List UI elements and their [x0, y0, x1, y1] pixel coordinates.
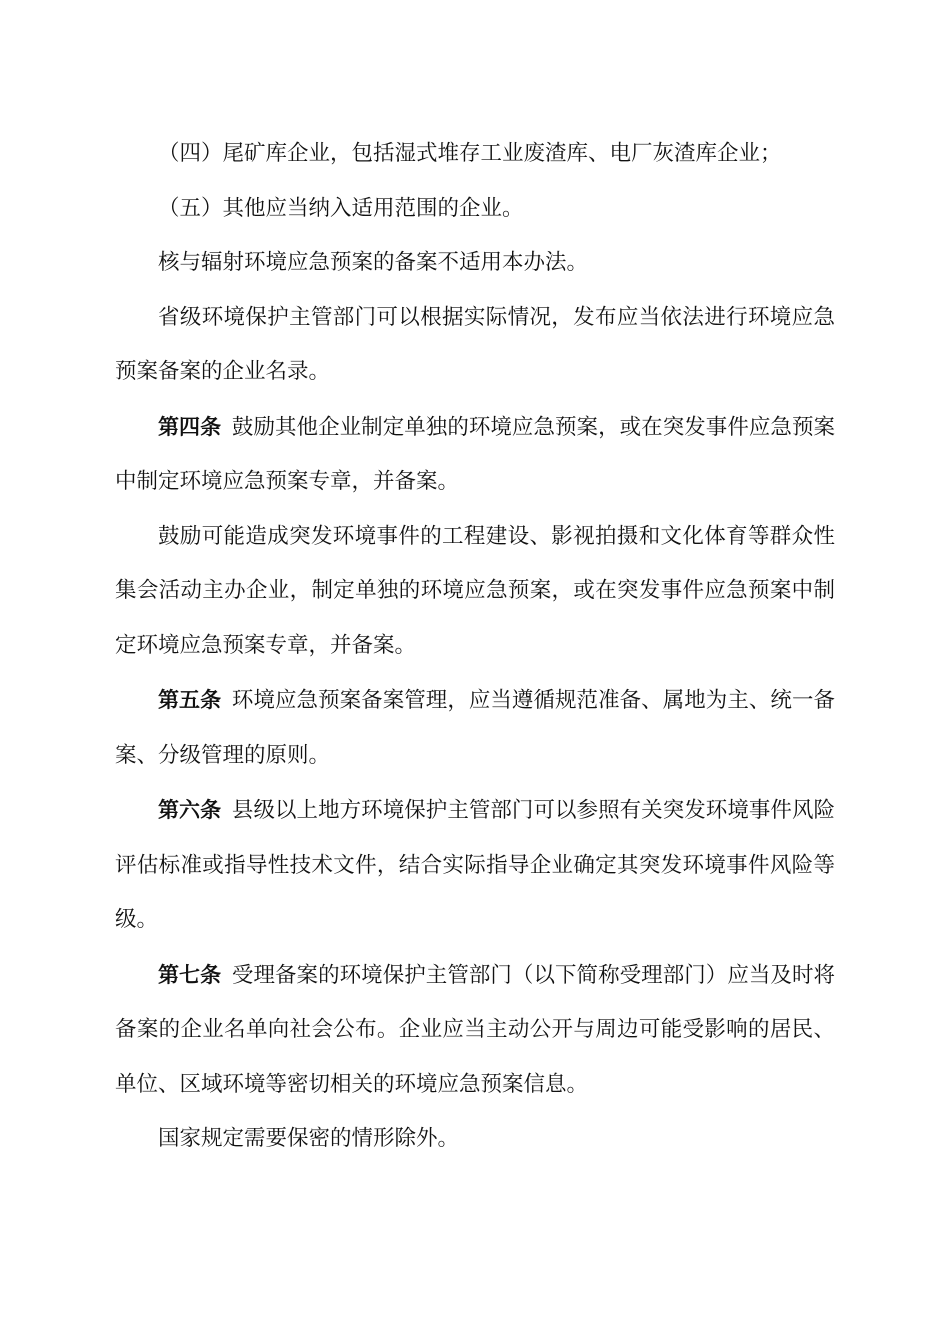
paragraph-secrecy-exception: [115, 1112, 835, 1167]
paragraph-text: 核与辐射环境应急预案的备案不适用本办法。: [158, 250, 589, 275]
paragraph-item-5: [115, 182, 835, 237]
paragraph-provincial-list: [115, 291, 835, 400]
document-body: [115, 127, 835, 1167]
paragraph-item-4: [115, 127, 835, 182]
paragraph-text: 鼓励其他企业制定单独的环境应急预案，或在突发事件应急预案中制定环境应急预案专章，并备案。: [115, 414, 835, 494]
article-number: 第五条: [158, 688, 222, 712]
paragraph-nuclear-exclusion: [115, 236, 835, 291]
article-number: 第七条: [158, 962, 222, 987]
paragraph-text: 县级以上地方环境保护主管部门可以参照有关突发环境事件风险评估标准或指导性技术文件，结合实际指导企业确定其突发环境事件风险等级。: [115, 798, 835, 932]
paragraph-text: 受理备案的环境保护主管部门（以下简称受理部门）应当及时将备案的企业名单向社会公布。企业应当主动公开与周边可能受影响的居民、单位、区域环境等密切相关的环境应急预案信息。: [115, 962, 835, 1097]
paragraph-text: 省级环境保护主管部门可以根据实际情况，发布应当依法进行环境应急预案备案的企业名录。: [115, 304, 835, 384]
paragraph-article-4-cont: [115, 510, 835, 674]
paragraph-text: 国家规定需要保密的情形除外。: [158, 1126, 460, 1151]
paragraph-article-5: [115, 673, 835, 783]
paragraph-article-7: [115, 948, 835, 1113]
paragraph-article-4: [115, 400, 835, 510]
paragraph-text: （五）其他应当纳入适用范围的企业。: [158, 195, 524, 221]
article-number: 第六条: [158, 798, 222, 822]
paragraph-article-6: [115, 783, 835, 948]
article-number: 第四条: [158, 414, 222, 439]
paragraph-text: 鼓励可能造成突发环境事件的工程建设、影视拍摄和文化体育等群众性集会活动主办企业，制定单独的环境应急预案，或在突发事件应急预案中制定环境应急预案专章，并备案。: [115, 523, 835, 658]
paragraph-text: （四）尾矿库企业，包括湿式堆存工业废渣库、电厂灰渣库企业；: [158, 141, 782, 166]
paragraph-text: 环境应急预案备案管理，应当遵循规范准备、属地为主、统一备案、分级管理的原则。: [115, 688, 835, 768]
